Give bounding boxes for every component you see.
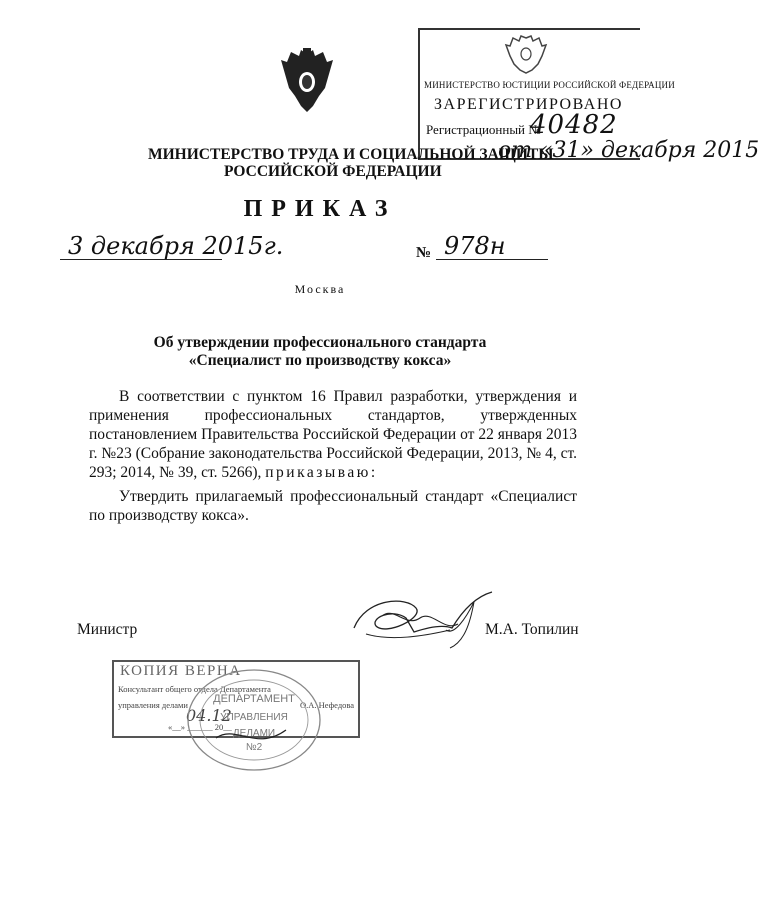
ministry-name-line2: РОССИЙСКОЙ ФЕДЕРАЦИИ — [224, 163, 442, 180]
body-paragraph-2: Утвердить прилагаемый профессиональный стандарт «Специалист по производству кокса». — [89, 488, 577, 524]
order-title-line2: «Специалист по производству кокса» — [188, 352, 452, 369]
order-date: 3 декабря 2015г. — [68, 232, 284, 260]
seal-text-1: ДЕПАРТАМЕНТ — [213, 693, 295, 705]
paragraph-1-text: В соответствии с пунктом 16 Правил разработки, утверждения и применения профессиональных стандартов, утвержденных постановлением Правительства Российской Федерации от 22 января 2013 г. №23 (Собрание законодательства Российской Федерации, 2013, № 4, ст. 293; 2014, № 39, ст. 5266), — [89, 388, 577, 481]
copy-stamp-title: КОПИЯ ВЕРНА — [120, 663, 242, 679]
copy-stamp-handwritten-date: 04.12 — [186, 706, 232, 725]
copy-stamp-position-line2: управления делами — [118, 700, 188, 710]
city: Москва — [294, 282, 346, 296]
order-number: 978н — [444, 232, 506, 260]
copy-stamp-position-line1: Консультант общего отдела Департамента — [118, 684, 271, 694]
order-word: приказываю: — [265, 464, 378, 481]
document-type-heading: ПРИКАЗ — [243, 196, 397, 222]
seal-text-4: №2 — [245, 742, 263, 753]
stamp-ministry-text: МИНИСТЕРСТВО ЮСТИЦИИ РОССИЙСКОЙ ФЕДЕРАЦИИ — [424, 80, 675, 90]
date-underline — [60, 259, 222, 260]
seal-text-3: ДЕЛАМИ — [232, 728, 276, 739]
stamp-registered-text: ЗАРЕГИСТРИРОВАНО — [434, 96, 623, 113]
handwritten-signature — [346, 588, 496, 654]
copy-stamp-initials: О.А. Нефедова — [300, 700, 355, 710]
copy-stamp-date-line: «__» ______ 20__ — [168, 722, 232, 732]
stamp-registration-number-label: Регистрационный № — [426, 122, 541, 137]
stamp-emblem-icon — [504, 34, 548, 74]
stamp-registration-number: 40482 — [530, 110, 618, 140]
registration-stamp — [418, 28, 759, 163]
signatory-position: Министр — [77, 621, 138, 638]
signatory-name: М.А. Топилин — [485, 621, 579, 638]
order-title-line1: Об утверждении профессионального стандарта — [153, 334, 487, 351]
seal-text-2: УПРАВЛЕНИЯ — [220, 712, 288, 723]
ministry-name-line1: МИНИСТЕРСТВО ТРУДА И СОЦИАЛЬНОЙ ЗАЩИТЫ — [148, 146, 554, 163]
department-seal — [176, 664, 326, 776]
coat-of-arms-emblem — [279, 48, 335, 114]
stamp-registration-date: от «31» декабря 2015 — [498, 138, 759, 163]
body-paragraph-1 — [89, 387, 577, 482]
number-underline — [436, 259, 548, 260]
number-sign: № — [416, 245, 432, 261]
